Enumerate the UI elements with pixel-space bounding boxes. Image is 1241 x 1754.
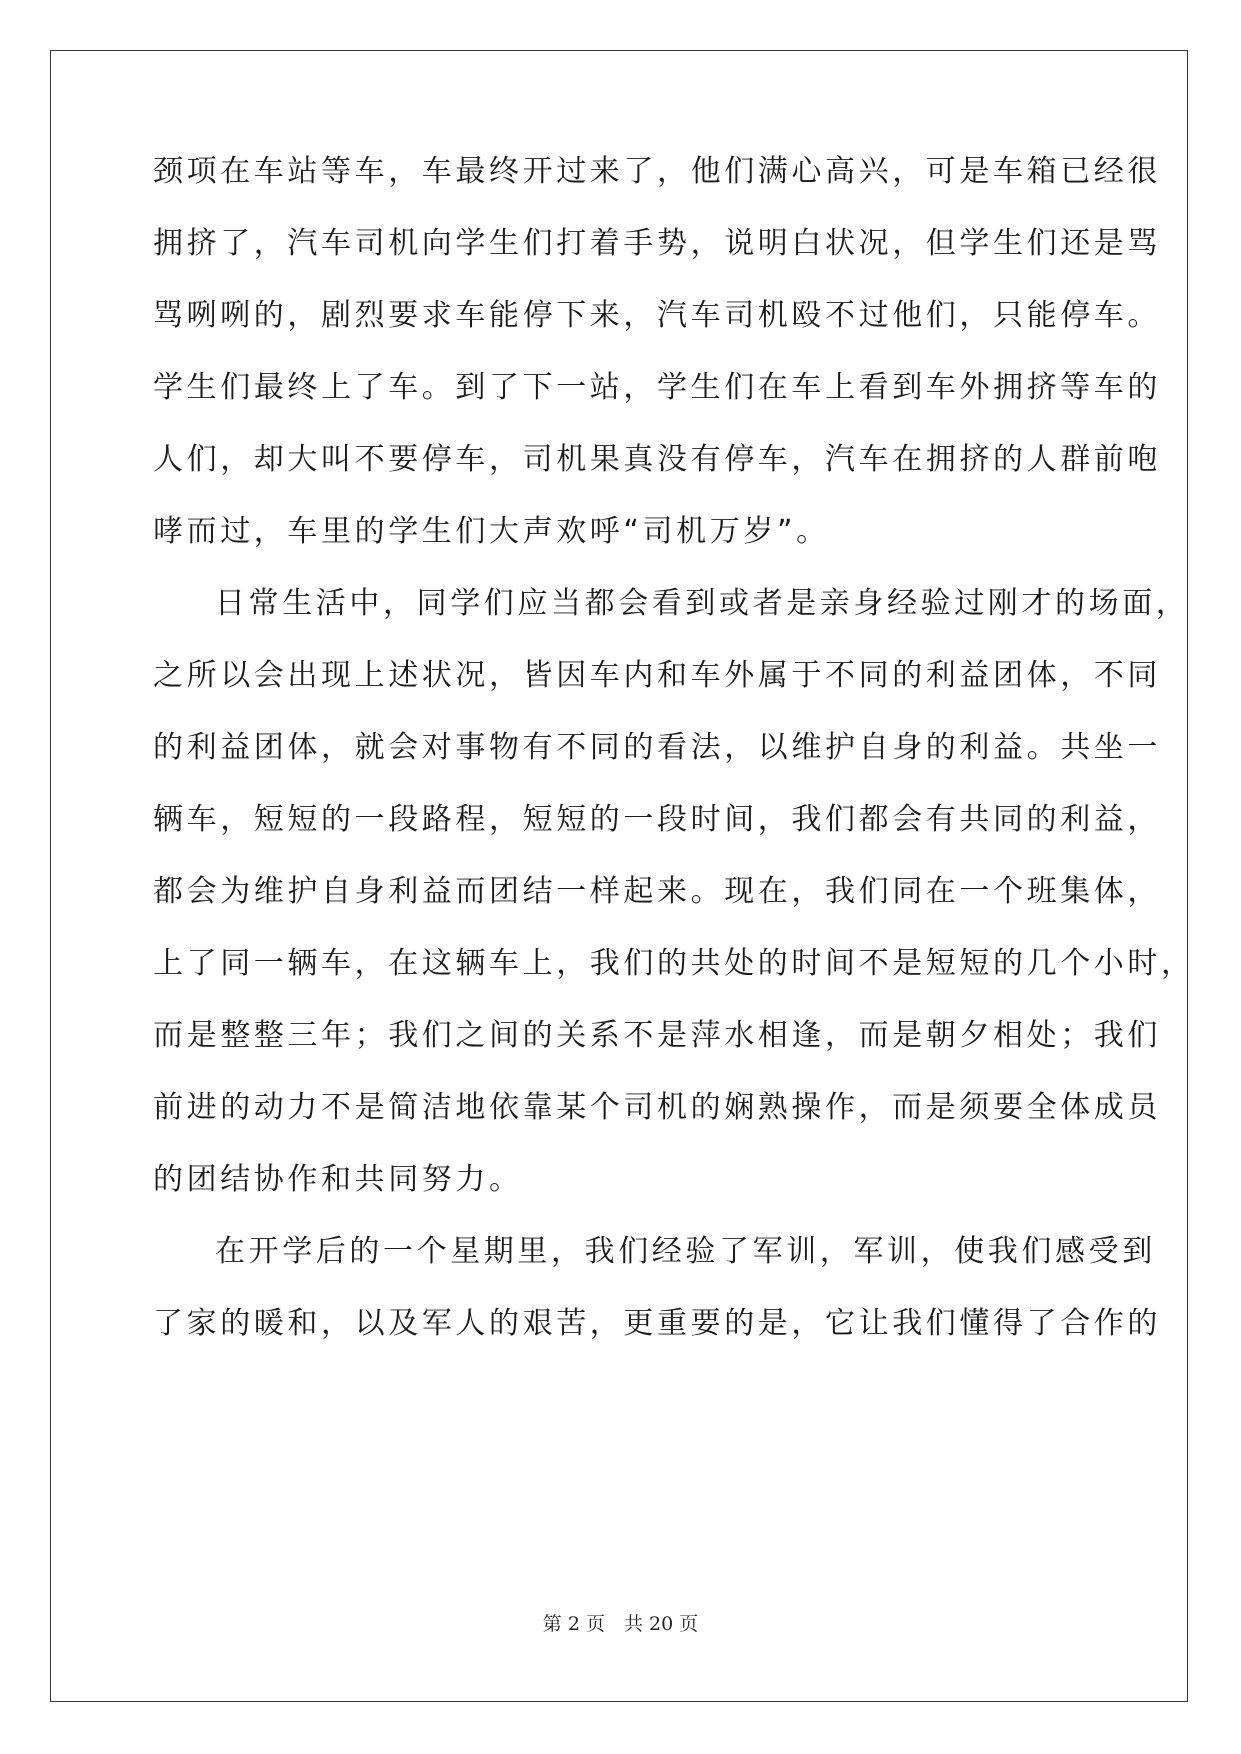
text-line: 之所以会出现上述状况，皆因车内和车外属于不同的利益团体，不同 — [153, 658, 1161, 693]
text-line: 拥挤了，汽车司机向学生们打着手势，说明白状况，但学生们还是骂 — [153, 226, 1161, 261]
text-line: 人们，却大叫不要停车，司机果真没有停车，汽车在拥挤的人群前咆 — [153, 442, 1161, 477]
text-line: 都会为维护自身利益而团结一样起来。现在，我们同在一个班集体， — [153, 874, 1161, 909]
text-line: 前进的动力不是简洁地依靠某个司机的娴熟操作，而是须要全体成员 — [153, 1090, 1161, 1125]
text-line: 骂咧咧的，剧烈要求车能停下来，汽车司机殴不过他们，只能停车。 — [153, 298, 1161, 333]
text-line: 而是整整三年；我们之间的关系不是萍水相逢，而是朝夕相处；我们 — [153, 1018, 1161, 1053]
text-line: 上了同一辆车，在这辆车上，我们的共处的时间不是短短的几个小时， — [153, 946, 1195, 981]
text-line: 的利益团体，就会对事物有不同的看法，以维护自身的利益。共坐一 — [153, 730, 1161, 765]
text-line: 辆车，短短的一段路程，短短的一段时间，我们都会有共同的利益， — [153, 802, 1161, 837]
text-line: 日常生活中，同学们应当都会看到或者是亲身经验过刚才的场面， — [215, 586, 1190, 621]
text-line: 了家的暖和，以及军人的艰苦，更重要的是，它让我们懂得了合作的 — [153, 1306, 1161, 1341]
text-line: 学生们最终上了车。到了下一站，学生们在车上看到车外拥挤等车的 — [153, 370, 1161, 405]
text-line: 哮而过，车里的学生们大声欢呼“司机万岁”。 — [153, 514, 830, 549]
page-number: 第 2 页 共 20 页 — [542, 1613, 699, 1635]
text-line: 在开学后的一个星期里，我们经验了军训，军训，使我们感受到 — [215, 1234, 1156, 1269]
text-line: 的团结协作和共同努力。 — [153, 1162, 523, 1197]
text-line: 颈项在车站等车，车最终开过来了，他们满心高兴，可是车箱已经很 — [153, 154, 1161, 189]
